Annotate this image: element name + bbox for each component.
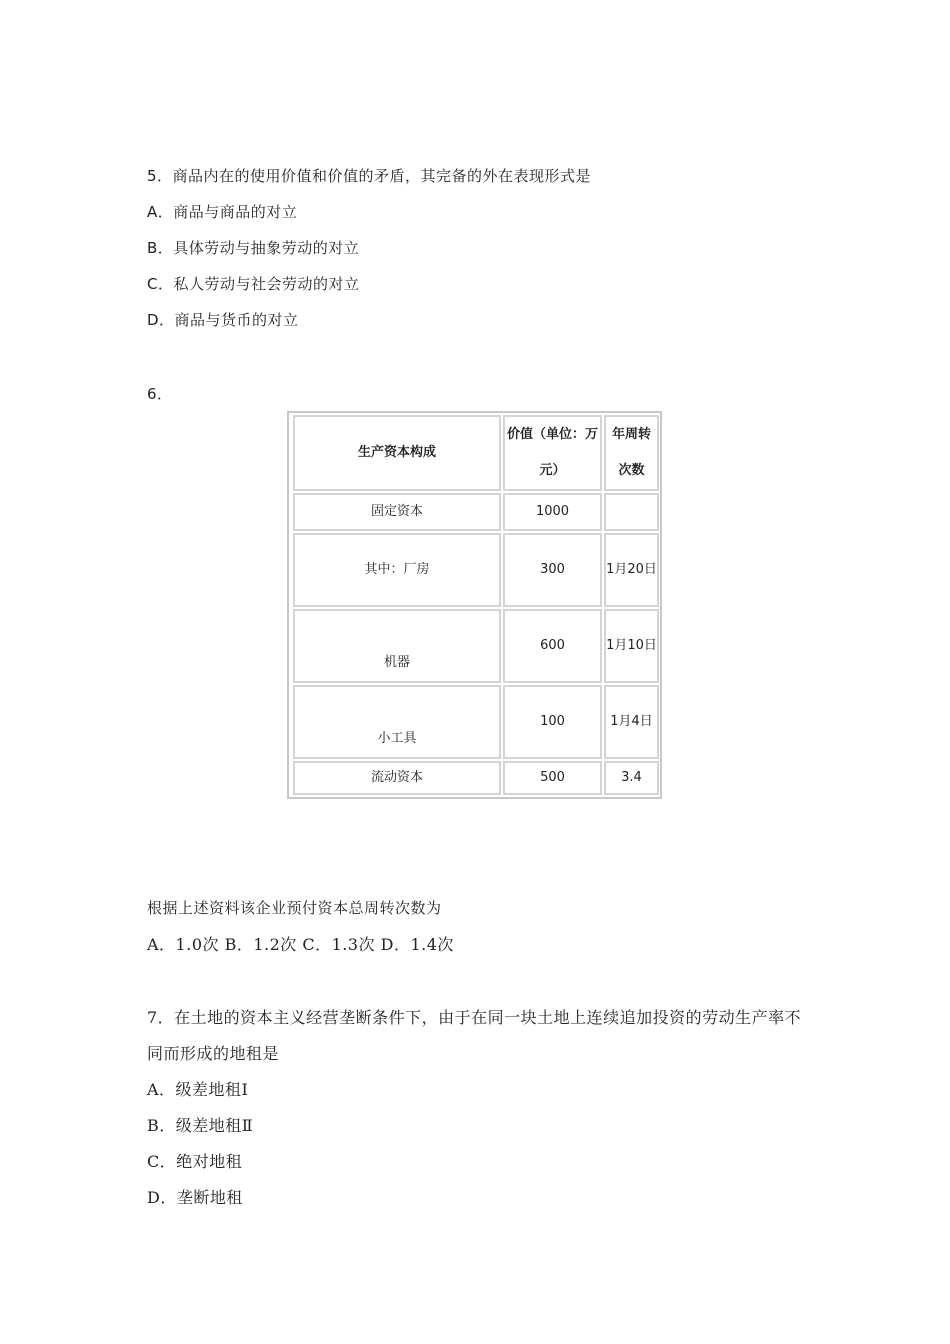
q7-question-line2: 同而形成的地租是 (147, 1044, 280, 1063)
table-cell: 1000 (503, 493, 602, 531)
q7-option-d: D．垄断地租 (147, 1188, 243, 1207)
table-cell: 机器 (293, 609, 501, 683)
table-cell: 1月20日 (604, 533, 659, 607)
q5-question: 5．商品内在的使用价值和价值的矛盾，其完备的外在表现形式是 (147, 167, 592, 185)
q6-options: A．1.0次 B．1.2次 C．1.3次 D．1.4次 (147, 935, 454, 954)
table-cell: 固定资本 (293, 493, 501, 531)
table-cell: 流动资本 (293, 761, 501, 795)
q5-option-a: A．商品与商品的对立 (147, 203, 298, 221)
table-cell: 300 (503, 533, 602, 607)
q7-option-a: A．级差地租Ⅰ (147, 1080, 249, 1099)
q5-option-b: B．具体劳动与抽象劳动的对立 (147, 239, 360, 257)
capital-table (287, 411, 662, 799)
table-cell: 其中：厂房 (293, 533, 501, 607)
q7-question-line1: 7．在土地的资本主义经营垄断条件下，由于在同一块土地上连续追加投资的劳动生产率不 (147, 1008, 802, 1027)
q7-option-b: B．级差地租Ⅱ (147, 1116, 254, 1135)
table-cell: 500 (503, 761, 602, 795)
q6-number: 6． (147, 385, 173, 403)
table-cell (604, 493, 659, 531)
table-cell: 1月4日 (604, 685, 659, 759)
q5-option-c: C．私人劳动与社会劳动的对立 (147, 275, 360, 293)
q5-option-d: D．商品与货币的对立 (147, 311, 299, 329)
table-header-value: 价值（单位：万元） (503, 415, 602, 491)
table-cell: 600 (503, 609, 602, 683)
table-cell: 小工具 (293, 685, 501, 759)
table-header-turnover: 年周转次数 (604, 415, 659, 491)
table-cell: 100 (503, 685, 602, 759)
q6-question: 根据上述资料该企业预付资本总周转次数为 (147, 899, 442, 917)
q7-option-c: C．绝对地租 (147, 1152, 243, 1171)
table-header-composition: 生产资本构成 (293, 415, 501, 491)
table-cell: 3.4 (604, 761, 659, 795)
table-cell: 1月10日 (604, 609, 659, 683)
